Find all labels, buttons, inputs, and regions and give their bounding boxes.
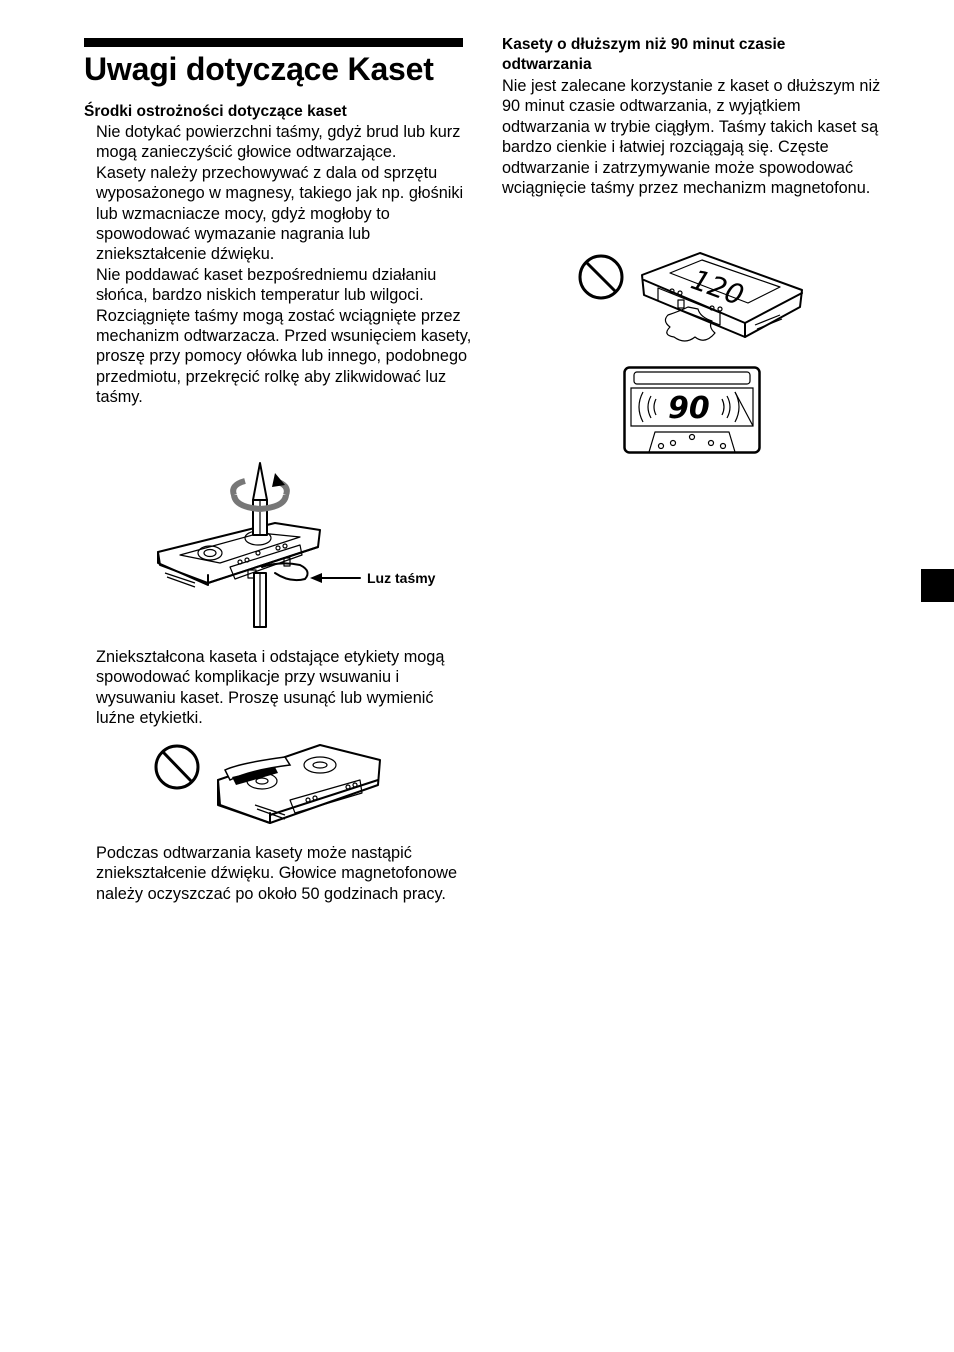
svg-text:90: 90 [668, 391, 710, 426]
figure-90-cassette [623, 366, 761, 454]
section-thumb-tab [921, 569, 954, 602]
cassette-front-icon [623, 366, 761, 454]
cassette-tangled-tape-icon [642, 253, 802, 341]
paragraph-deformed-labels: Zniekształcona kaseta i odstające etykiety mogą spowodować komplikacje przy wsuwaniu i wysuwaniu kaset. Proszę usunąć lub wymienić luźne etykietki. [96, 648, 445, 728]
section-heading-cassette-care: Środki ostrożności dotyczące kaset [84, 103, 347, 120]
paragraph-tape-surface: Nie dotykać powierzchni taśmy, gdyż brud lub kurz mogą zanieczyścić głowice odtwarzające. [96, 123, 461, 162]
prohibited-icon [156, 746, 198, 788]
paragraph-slack-tape: Rozciągnięte taśmy mogą zostać wciągnięte przez mechanizm odtwarzacza. Przed wsunięciem kasety, proszę przy pomocy ołówka lub innego, podobnego przedmiotu, przekręcić rolkę aby zlikwidować luz taśmy. [96, 306, 472, 407]
paragraph-long-cassettes: Nie jest zalecane korzystanie z kaset o dłuższym niż 90 minut czasie odtwarzania, z wyjątkiem odtwarzania w trybie ciągłym. Taśmy takich kaset są bardzo cienkie i łatwiej rozciągają się. Częste odtwarzanie i zatrzymywanie może spowodować wciągnięcie taśmy przez mechanizm magnetofonu. [502, 77, 881, 198]
paragraph-sun-moisture: Nie poddawać kaset bezpośredniemu działaniu słońca, bardzo niskich temperatur lub wilgoci. [96, 265, 437, 305]
figure-pencil-cassette [150, 455, 460, 635]
figure-label-tape-slack: Luz taśmy [367, 570, 436, 586]
paragraph-head-cleaning: Podczas odtwarzania kasety może nastąpić zniekształcenie dźwięku. Głowice magnetofonowe należy oczyszczać po około 50 godzinach pracy. [96, 844, 458, 903]
cassette-icon [158, 523, 320, 587]
figure-120-cassette-warning [570, 245, 815, 350]
svg-text:120: 120 [686, 262, 749, 313]
section-heading-long-cassettes: Kasety o dłuższym niż 90 minut czasie odtwarzania [502, 36, 786, 74]
page-title: Uwagi dotyczące Kaset [84, 51, 434, 87]
arrow-left-icon [310, 573, 360, 583]
figure-loose-label-warning [150, 735, 390, 835]
title-rule [84, 38, 463, 47]
paragraph-magnets: Kasety należy przechowywać z dala od sprzętu wyposażonego w magnesy, takiego jak np. głośniki lub wzmacniacze mocy, gdyż mogłoby to spowodować wymazanie nagrania lub zniekształcenie dźwięku. [96, 163, 464, 264]
cassette-care-text [96, 122, 476, 408]
prohibited-icon [580, 256, 622, 298]
cassette-loose-label-icon [218, 745, 380, 823]
